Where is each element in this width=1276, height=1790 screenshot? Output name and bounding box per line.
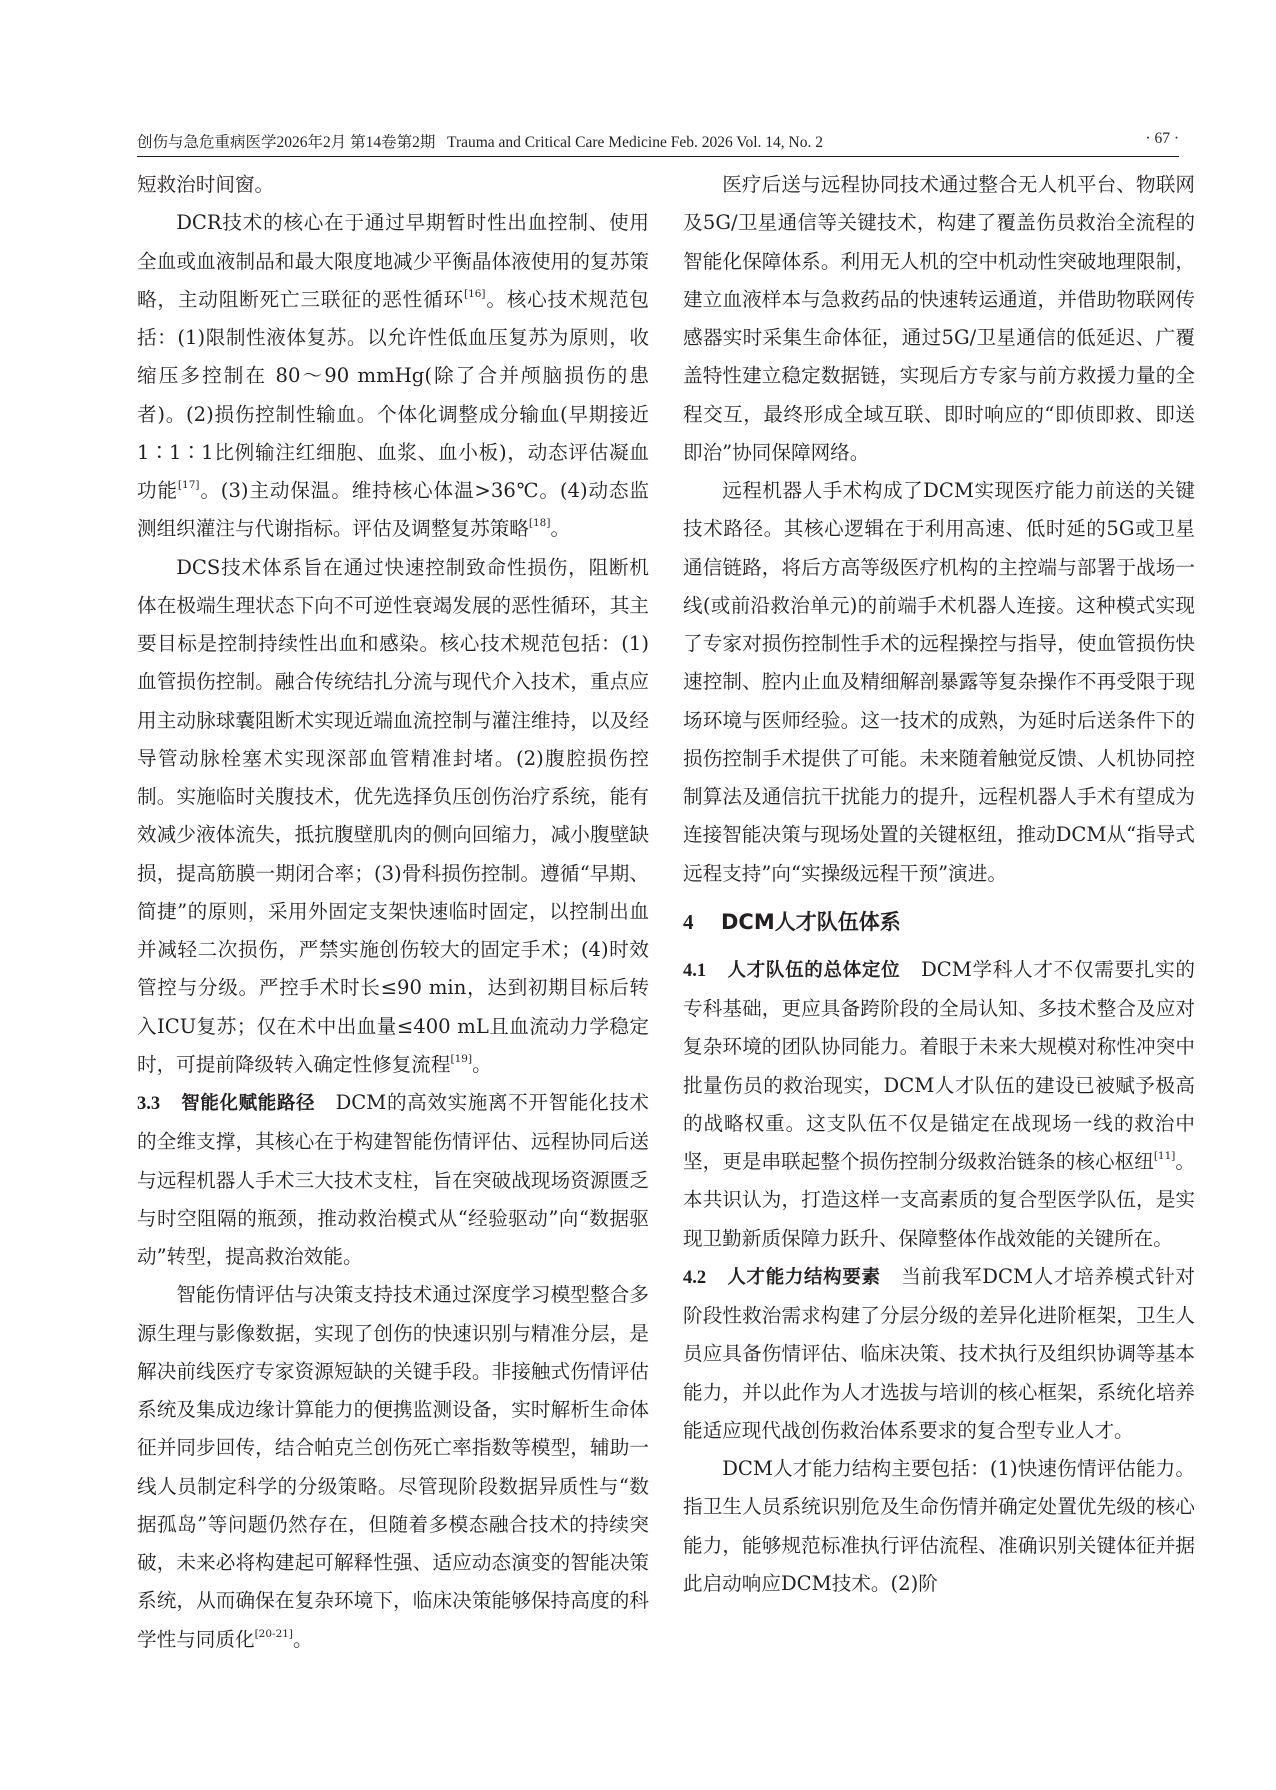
paragraph-text: 远程机器人手术构成了DCM实现医疗能力前送的关键技术路径。其核心逻辑在于利用高速、低时延的5G或卫星通信链路，将后方高等级医疗机构的主控端与部署于战场一线(或前沿救治单元)的前端手术机器人连接。这种模式实现了专家对损伤控制性手术的远程操控与指导，使血管损伤快速控制、腔内止血及精细解剖暴露等复杂操作不再受限于现场环境与医师经验。这一技术的成熟，为延时后送条件下的损伤控制手术提供了可能。未来随着触觉反馈、人机协同控制算法及通信抗干扰能力的提升，远程机器人手术有望成为连接智能决策与现场处置的关键枢纽，推动DCM从“指导式远程支持”向“实操级远程干预”演进。 [683,479,1195,885]
paragraph-text: 。本共识认为，打造这样一支高素质的复合型医学队伍，是实现卫勤新质保障力跃升、保障整体作战效能的关键所在。 [683,1150,1196,1250]
paragraph-text: DCR技术的核心在于通过早期暂时性出血控制、使用全血或血液制品和最大限度地减少平衡晶体液使用的复苏策略，主动阻断死亡三联征的恶性循环 [137,211,649,311]
paragraph-text: 。 [293,1627,313,1651]
paragraph-text: DCS技术体系旨在通过快速控制致命性损伤，阻断机体在极端生理状态下向不可逆性衰竭发展的恶性循环，其主要目标是控制持续性出血和感染。核心技术规范包括：(1)血管损伤控制。融合传统结扎分流与现代介入技术，重点应用主动脉球囊阻断术实现近端血流控制与灌注维持，以及经导管动脉栓塞术实现深部血管精准封堵。(2)腹腔损伤控制。实施临时关腹技术，优先选择负压创伤治疗系统，能有效减少液体流失，抵抗腹壁肌肉的侧向回缩力，减小腹壁缺损，提高筋膜一期闭合率；(3)骨科损伤控制。遵循“早期、简捷”的原则，采用外固定支架快速临时固定，以控制出血并减轻二次损伤，严禁实施创伤较大的固定手术；(4)时效管控与分级。严控手术时长≤90 min，达到初期目标后转入ICU复苏；仅在术中出血量≤400 mL且血流动力学稳定时，可提前降级转入确定性修复流程 [137,555,649,1076]
paragraph-text: 医疗后送与远程协同技术通过整合无人机平台、物联网及5G/卫星通信等关键技术，构建了覆盖伤员救治全流程的智能化保障体系。利用无人机的空中机动性突破地理限制，建立血液样本与急救药品的快速转运通道，并借助物联网传感器实时采集生命体征，通过5G/卫星通信的低延迟、广覆盖特性建立稳定数据链，实现后方专家与前方救援力量的全程交互，最终形成全域互联、即时响应的“即侦即救、即送即治”协同保障网络。 [683,173,1195,464]
paragraph [683,472,1195,893]
subsection-heading [683,1267,881,1288]
paragraph-text: 。(3)主动保温。维持核心体温>36℃。(4)动态监测组织灌注与代谢指标。评估及调整复苏策略 [137,479,650,541]
paragraph [683,1258,1195,1450]
header-journal [137,130,823,152]
paragraph-text: 智能伤情评估与决策支持技术通过深度学习模型整合多源生理与影像数据，实现了创伤的快速识别与精准分层，是解决前线医疗专家资源短缺的关键手段。非接触式伤情评估系统及集成边缘计算能力的便携监测设备，实时解析生命体征并同步回传，结合帕克兰创伤死亡率指数等模型，辅助一线人员制定科学的分级策略。尽管现阶段数据异质性与“数据孤岛”等问题仍然存在，但随着多模态融合技术的持续突破，未来必将构建起可解释性强、适应动态演变的智能决策系统，从而确保在复杂环境下，临床决策能够保持高度的科学性与同质化 [137,1283,649,1651]
citation: [11] [1153,1150,1176,1162]
section-number: 4 [683,909,694,934]
citation: [18] [528,517,551,530]
subsection-number: 4.1 [683,960,707,981]
citation: [16] [463,287,486,300]
subsection-number: 4.2 [683,1267,707,1288]
paragraph [137,1084,649,1276]
paragraph-text: 短救治时间窗。 [137,173,275,196]
right-column [683,166,1195,1603]
paragraph [683,951,1195,1258]
subsection-number: 3.3 [137,1094,161,1114]
paragraph [137,166,649,204]
paragraph-text: DCM人才能力结构主要包括：(1)快速伤情评估能力。指卫生人员系统识别危及生命伤情并确定处置优先级的核心能力，能够规范标准执行评估流程、准确识别关键体征并据此启动响应DCM技术。(2)阶 [683,1457,1195,1595]
section-heading [683,907,1195,937]
left-column [137,166,649,1659]
paragraph [683,1450,1195,1603]
subsection-heading [683,960,900,981]
subsection-heading [137,1093,315,1114]
header-journal-en: Trauma and Critical Care Medicine Feb. 2026 Vol. 14, No. 2 [447,134,823,151]
subsection-title: 人才队伍的总体定位 [727,959,901,981]
page-number: · 67 · [1145,130,1179,147]
running-header [137,124,1179,154]
paragraph [683,166,1195,472]
paragraph [137,1276,649,1659]
subsection-title: 智能化赋能路径 [181,1093,316,1114]
paragraph-text: 当前我军DCM人才培养模式针对阶段性救治需求构建了分层分级的差异化进阶框架，卫生人员应具备伤情评估、临床决策、技术执行及组织协调等基本能力，并以此作为人才选拔与培训的核心框架，系统化培养能适应现代战创伤救治体系要求的复合型专业人才。 [683,1264,1195,1442]
citation: [19] [450,1052,473,1065]
paragraph-text: 。 [550,517,571,541]
paragraph-text: DCM的高效实施离不开智能化技术的全维支撑，其核心在于构建智能伤情评估、远程协同后送与远程机器人手术三大技术支柱，旨在突破战现场资源匮乏与时空阻隔的瓶颈，推动救治模式从“经验驱动”向“数据驱动”转型，提高救治效能。 [137,1091,649,1268]
header-journal-cn: 创伤与急危重病医学2026年2月 第14卷第2期 [137,134,436,151]
header-rule [137,156,1179,157]
paragraph-text: 。核心技术规范包括：(1)限制性液体复苏。以允许性低血压复苏为原则，收缩压多控制在 80～90 mmHg(除了合并颅脑损伤的患者)。(2)损伤控制性输血。个体化调整成分输血(早期接近1∶1∶1比例输注红细胞、血浆、血小板)，动态评估凝血功能 [137,287,650,502]
paragraph-text: DCM学科人才不仅需要扎实的专科基础，更应具备跨阶段的全局认知、多技术整合及应对复杂环境的团队协同能力。着眼于未来大规模对称性冲突中批量伤员的救治现实，DCM人才队伍的建设已被赋予极高的战略权重。这支队伍不仅是锚定在战现场一线的救治中坚，更是串联起整个损伤控制分级救治链条的核心枢纽 [683,957,1195,1173]
citation: [17] [177,479,200,491]
section-title: DCM人才队伍体系 [721,909,901,934]
paragraph-text: 。 [472,1052,492,1076]
paragraph [137,549,649,1085]
subsection-title: 人才能力结构要素 [727,1266,881,1288]
paragraph [137,204,649,548]
citation: [20-21] [254,1627,294,1640]
